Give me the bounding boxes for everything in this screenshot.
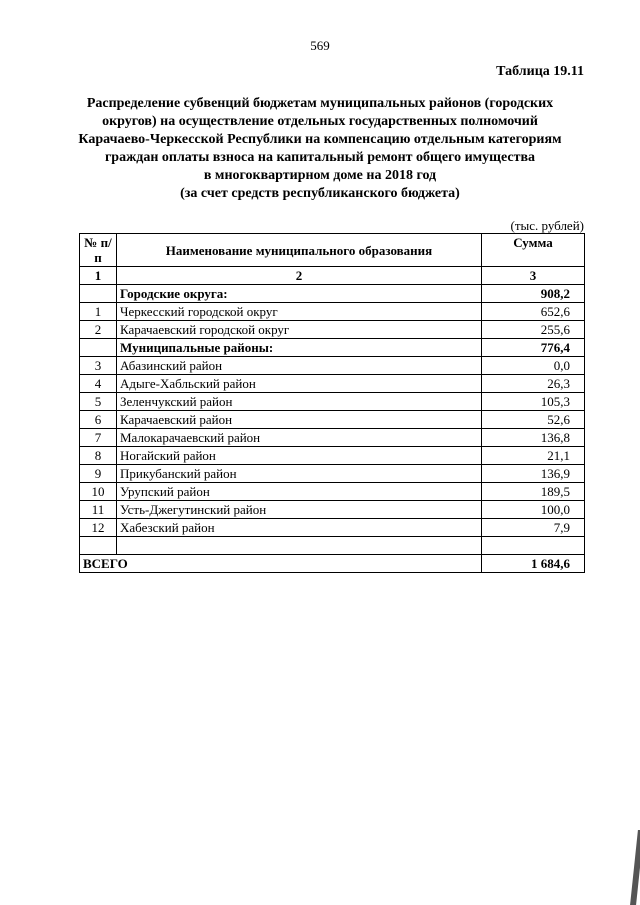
row-sum: 136,9 xyxy=(482,465,585,483)
column-header-num: № п/п xyxy=(80,234,117,267)
row-sum: 21,1 xyxy=(482,447,585,465)
spacer-cell xyxy=(117,537,482,555)
title-line: Карачаево-Черкесской Республики на компенсацию отдельным категориям xyxy=(78,132,562,147)
column-index-row xyxy=(80,267,585,285)
row-name: Малокарачаевский район xyxy=(117,429,482,447)
row-sum: 7,9 xyxy=(482,519,585,537)
group-num xyxy=(80,339,117,357)
scan-edge-mark xyxy=(630,830,640,905)
row-num: 9 xyxy=(80,465,117,483)
row-sum: 255,6 xyxy=(482,321,585,339)
row-name: Карачаевский район xyxy=(117,411,482,429)
units-label: (тыс. рублей) xyxy=(510,218,584,233)
row-name: Зеленчукский район xyxy=(117,393,482,411)
total-label: ВСЕГО xyxy=(80,555,482,573)
row-num: 12 xyxy=(80,519,117,537)
table-row xyxy=(80,483,585,501)
table-label: Таблица 19.11 xyxy=(496,64,584,79)
table-row xyxy=(80,501,585,519)
row-name: Усть-Джегутинский район xyxy=(117,501,482,519)
column-header-name: Наименование муниципального образования xyxy=(117,234,482,267)
row-sum: 136,8 xyxy=(482,429,585,447)
row-sum: 0,0 xyxy=(482,357,585,375)
budget-table xyxy=(79,233,585,573)
table-header-row xyxy=(80,234,585,267)
table-row xyxy=(80,519,585,537)
group-row xyxy=(80,285,585,303)
title-line: округов) на осуществление отдельных государственных полномочий xyxy=(102,114,538,129)
group-row xyxy=(80,339,585,357)
row-num: 3 xyxy=(80,357,117,375)
column-index: 1 xyxy=(80,267,117,285)
row-sum: 105,3 xyxy=(482,393,585,411)
title-line: граждан оплаты взноса на капитальный ремонт общего имущества xyxy=(104,150,536,165)
row-num: 7 xyxy=(80,429,117,447)
row-num: 5 xyxy=(80,393,117,411)
row-num: 11 xyxy=(80,501,117,519)
table-row xyxy=(80,393,585,411)
table-row xyxy=(80,411,585,429)
title-line: (за счет средств республиканского бюджета) xyxy=(180,186,460,201)
row-sum: 189,5 xyxy=(482,483,585,501)
document-title xyxy=(60,95,580,203)
group-total: 908,2 xyxy=(482,285,585,303)
total-sum: 1 684,6 xyxy=(482,555,585,573)
row-sum: 26,3 xyxy=(482,375,585,393)
row-num: 8 xyxy=(80,447,117,465)
row-num: 4 xyxy=(80,375,117,393)
table-row xyxy=(80,321,585,339)
row-name: Черкесский городской округ xyxy=(117,303,482,321)
spacer-row xyxy=(80,537,585,555)
table-row xyxy=(80,429,585,447)
row-name: Хабезский район xyxy=(117,519,482,537)
spacer-cell xyxy=(482,537,585,555)
table-row xyxy=(80,357,585,375)
row-name: Адыге-Хабльский район xyxy=(117,375,482,393)
table-row xyxy=(80,375,585,393)
group-label: Муниципальные районы: xyxy=(117,339,482,357)
row-sum: 100,0 xyxy=(482,501,585,519)
row-num: 10 xyxy=(80,483,117,501)
title-line: в многоквартирном доме на 2018 год xyxy=(203,168,437,183)
row-name: Урупский район xyxy=(117,483,482,501)
total-row xyxy=(80,555,585,573)
table-row xyxy=(80,303,585,321)
group-label: Городские округа: xyxy=(117,285,482,303)
group-num xyxy=(80,285,117,303)
row-name: Абазинский район xyxy=(117,357,482,375)
table-row xyxy=(80,447,585,465)
column-header-sum: Сумма xyxy=(482,234,585,267)
column-index: 2 xyxy=(117,267,482,285)
row-sum: 52,6 xyxy=(482,411,585,429)
title-line: Распределение субвенций бюджетам муниципальных районов (городских xyxy=(86,96,554,111)
row-num: 1 xyxy=(80,303,117,321)
group-total: 776,4 xyxy=(482,339,585,357)
row-name: Прикубанский район xyxy=(117,465,482,483)
row-name: Ногайский район xyxy=(117,447,482,465)
row-name: Карачаевский городской округ xyxy=(117,321,482,339)
column-index: 3 xyxy=(482,267,585,285)
row-num: 2 xyxy=(80,321,117,339)
row-sum: 652,6 xyxy=(482,303,585,321)
spacer-cell xyxy=(80,537,117,555)
row-num: 6 xyxy=(80,411,117,429)
page-number: 569 xyxy=(310,38,330,53)
table-row xyxy=(80,465,585,483)
